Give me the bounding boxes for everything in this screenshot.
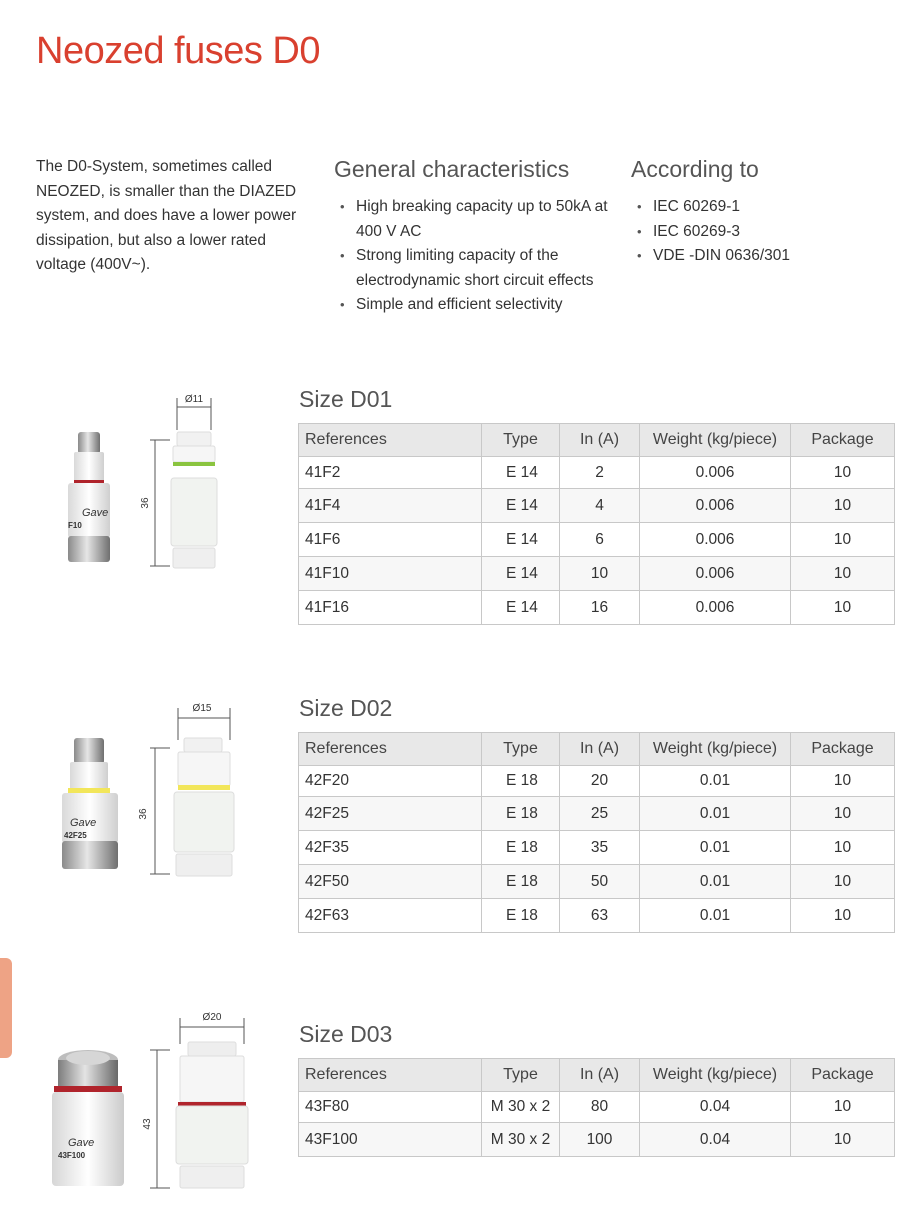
weight-cell: 0.04 bbox=[640, 1092, 791, 1123]
weight-cell: 0.006 bbox=[640, 457, 791, 489]
column-header: Weight (kg/piece) bbox=[640, 424, 791, 457]
table-row bbox=[299, 1092, 895, 1123]
current-cell: 4 bbox=[560, 489, 640, 523]
standard-item: • IEC 60269-3 bbox=[631, 220, 891, 245]
type-cell: M 30 x 2 bbox=[482, 1092, 560, 1123]
current-cell: 80 bbox=[560, 1092, 640, 1123]
table-row bbox=[299, 523, 895, 557]
current-cell: 35 bbox=[560, 831, 640, 865]
package-cell: 10 bbox=[791, 1123, 895, 1157]
column-header: Package bbox=[791, 733, 895, 766]
weight-cell: 0.006 bbox=[640, 523, 791, 557]
section-title: Size D01 bbox=[299, 386, 393, 412]
current-cell: 100 bbox=[560, 1123, 640, 1157]
type-cell: E 14 bbox=[482, 591, 560, 625]
reference-cell: 42F35 bbox=[299, 831, 482, 865]
reference-cell: 41F4 bbox=[299, 489, 482, 523]
table-row bbox=[299, 797, 895, 831]
type-cell: E 14 bbox=[482, 557, 560, 591]
current-cell: 2 bbox=[560, 457, 640, 489]
according-to bbox=[631, 156, 891, 269]
column-header: Type bbox=[482, 1059, 560, 1092]
column-header: Weight (kg/piece) bbox=[640, 1059, 791, 1092]
weight-cell: 0.04 bbox=[640, 1123, 791, 1157]
height-label: 36 bbox=[140, 497, 151, 509]
package-cell: 10 bbox=[791, 899, 895, 933]
weight-cell: 0.01 bbox=[640, 899, 791, 933]
according-list bbox=[631, 195, 891, 269]
standard-item: • VDE -DIN 0636/301 bbox=[631, 244, 891, 269]
weight-cell: 0.006 bbox=[640, 591, 791, 625]
spec-table-d03 bbox=[298, 1058, 895, 1157]
table-row bbox=[299, 899, 895, 933]
column-header: Package bbox=[791, 1059, 895, 1092]
weight-cell: 0.01 bbox=[640, 831, 791, 865]
fuse-photo-d02 bbox=[56, 734, 126, 879]
according-heading: According to bbox=[631, 156, 759, 182]
table-row bbox=[299, 766, 895, 797]
general-characteristics bbox=[334, 156, 614, 318]
reference-cell: 41F2 bbox=[299, 457, 482, 489]
package-cell: 10 bbox=[791, 457, 895, 489]
column-header: Package bbox=[791, 424, 895, 457]
reference-cell: 43F100 bbox=[299, 1123, 482, 1157]
reference-cell: 42F20 bbox=[299, 766, 482, 797]
intro-paragraph: The D0-System, sometimes called NEOZED, is smaller than the DIAZED system, and does have a lower power dissipation, but also a lower rated voltage (400V~). bbox=[36, 158, 297, 273]
fuse-photo-d01 bbox=[60, 428, 120, 573]
current-cell: 25 bbox=[560, 797, 640, 831]
column-header: In (A) bbox=[560, 424, 640, 457]
fuse-marking: 42F25 bbox=[64, 831, 87, 840]
column-header: In (A) bbox=[560, 733, 640, 766]
type-cell: E 18 bbox=[482, 797, 560, 831]
current-cell: 63 bbox=[560, 899, 640, 933]
general-item: • Simple and efficient selectivity bbox=[334, 293, 614, 318]
standard-item: • IEC 60269-1 bbox=[631, 195, 891, 220]
page-edge-tab bbox=[0, 958, 12, 1058]
column-header: Type bbox=[482, 424, 560, 457]
reference-cell: 43F80 bbox=[299, 1092, 482, 1123]
fuse-drawing-d03 bbox=[140, 1008, 260, 1203]
current-cell: 50 bbox=[560, 865, 640, 899]
diameter-label: Ø11 bbox=[184, 394, 204, 405]
package-cell: 10 bbox=[791, 591, 895, 625]
weight-cell: 0.006 bbox=[640, 557, 791, 591]
reference-cell: 42F63 bbox=[299, 899, 482, 933]
general-item: • High breaking capacity up to 50kA at 400 V AC bbox=[334, 195, 614, 244]
column-header: Type bbox=[482, 733, 560, 766]
type-cell: E 18 bbox=[482, 766, 560, 797]
spec-table-d02 bbox=[298, 732, 895, 933]
package-cell: 10 bbox=[791, 865, 895, 899]
weight-cell: 0.01 bbox=[640, 797, 791, 831]
table-row bbox=[299, 457, 895, 489]
reference-cell: 41F6 bbox=[299, 523, 482, 557]
general-heading: General characteristics bbox=[334, 156, 570, 182]
current-cell: 16 bbox=[560, 591, 640, 625]
type-cell: E 14 bbox=[482, 489, 560, 523]
column-header: References bbox=[299, 424, 482, 457]
package-cell: 10 bbox=[791, 797, 895, 831]
type-cell: E 18 bbox=[482, 865, 560, 899]
page-title: Neozed fuses D0 bbox=[36, 30, 320, 72]
height-label: 36 bbox=[138, 808, 149, 820]
package-cell: 10 bbox=[791, 831, 895, 865]
package-cell: 10 bbox=[791, 489, 895, 523]
fuse-marking: 43F100 bbox=[58, 1151, 86, 1160]
weight-cell: 0.006 bbox=[640, 489, 791, 523]
type-cell: M 30 x 2 bbox=[482, 1123, 560, 1157]
type-cell: E 18 bbox=[482, 899, 560, 933]
column-header: In (A) bbox=[560, 1059, 640, 1092]
diameter-label: Ø15 bbox=[192, 703, 212, 714]
package-cell: 10 bbox=[791, 523, 895, 557]
diameter-label: Ø20 bbox=[202, 1012, 222, 1023]
brand-logo: Gave bbox=[82, 507, 109, 519]
column-header: References bbox=[299, 1059, 482, 1092]
brand-logo: Gave bbox=[70, 817, 97, 829]
type-cell: E 14 bbox=[482, 523, 560, 557]
reference-cell: 41F10 bbox=[299, 557, 482, 591]
reference-cell: 41F16 bbox=[299, 591, 482, 625]
fuse-drawing-d02 bbox=[140, 700, 250, 895]
table-row bbox=[299, 557, 895, 591]
weight-cell: 0.01 bbox=[640, 766, 791, 797]
brand-logo: Gave bbox=[68, 1137, 95, 1149]
fuse-marking: F10 bbox=[68, 521, 82, 530]
reference-cell: 42F25 bbox=[299, 797, 482, 831]
type-cell: E 14 bbox=[482, 457, 560, 489]
table-row bbox=[299, 1123, 895, 1157]
reference-cell: 42F50 bbox=[299, 865, 482, 899]
height-label: 43 bbox=[142, 1118, 153, 1130]
table-row bbox=[299, 489, 895, 523]
type-cell: E 18 bbox=[482, 831, 560, 865]
spec-table-d01 bbox=[298, 423, 895, 625]
current-cell: 6 bbox=[560, 523, 640, 557]
current-cell: 20 bbox=[560, 766, 640, 797]
table-row bbox=[299, 865, 895, 899]
table-row bbox=[299, 831, 895, 865]
column-header: Weight (kg/piece) bbox=[640, 733, 791, 766]
general-list bbox=[334, 195, 614, 318]
package-cell: 10 bbox=[791, 1092, 895, 1123]
section-title: Size D03 bbox=[299, 1021, 393, 1047]
fuse-drawing-d01 bbox=[140, 390, 240, 585]
column-header: References bbox=[299, 733, 482, 766]
package-cell: 10 bbox=[791, 557, 895, 591]
table-row bbox=[299, 591, 895, 625]
section-title: Size D02 bbox=[299, 695, 393, 721]
current-cell: 10 bbox=[560, 557, 640, 591]
package-cell: 10 bbox=[791, 766, 895, 797]
general-item: • Strong limiting capacity of the electrodynamic short circuit effects bbox=[334, 244, 614, 293]
weight-cell: 0.01 bbox=[640, 865, 791, 899]
fuse-photo-d03 bbox=[48, 1046, 132, 1201]
